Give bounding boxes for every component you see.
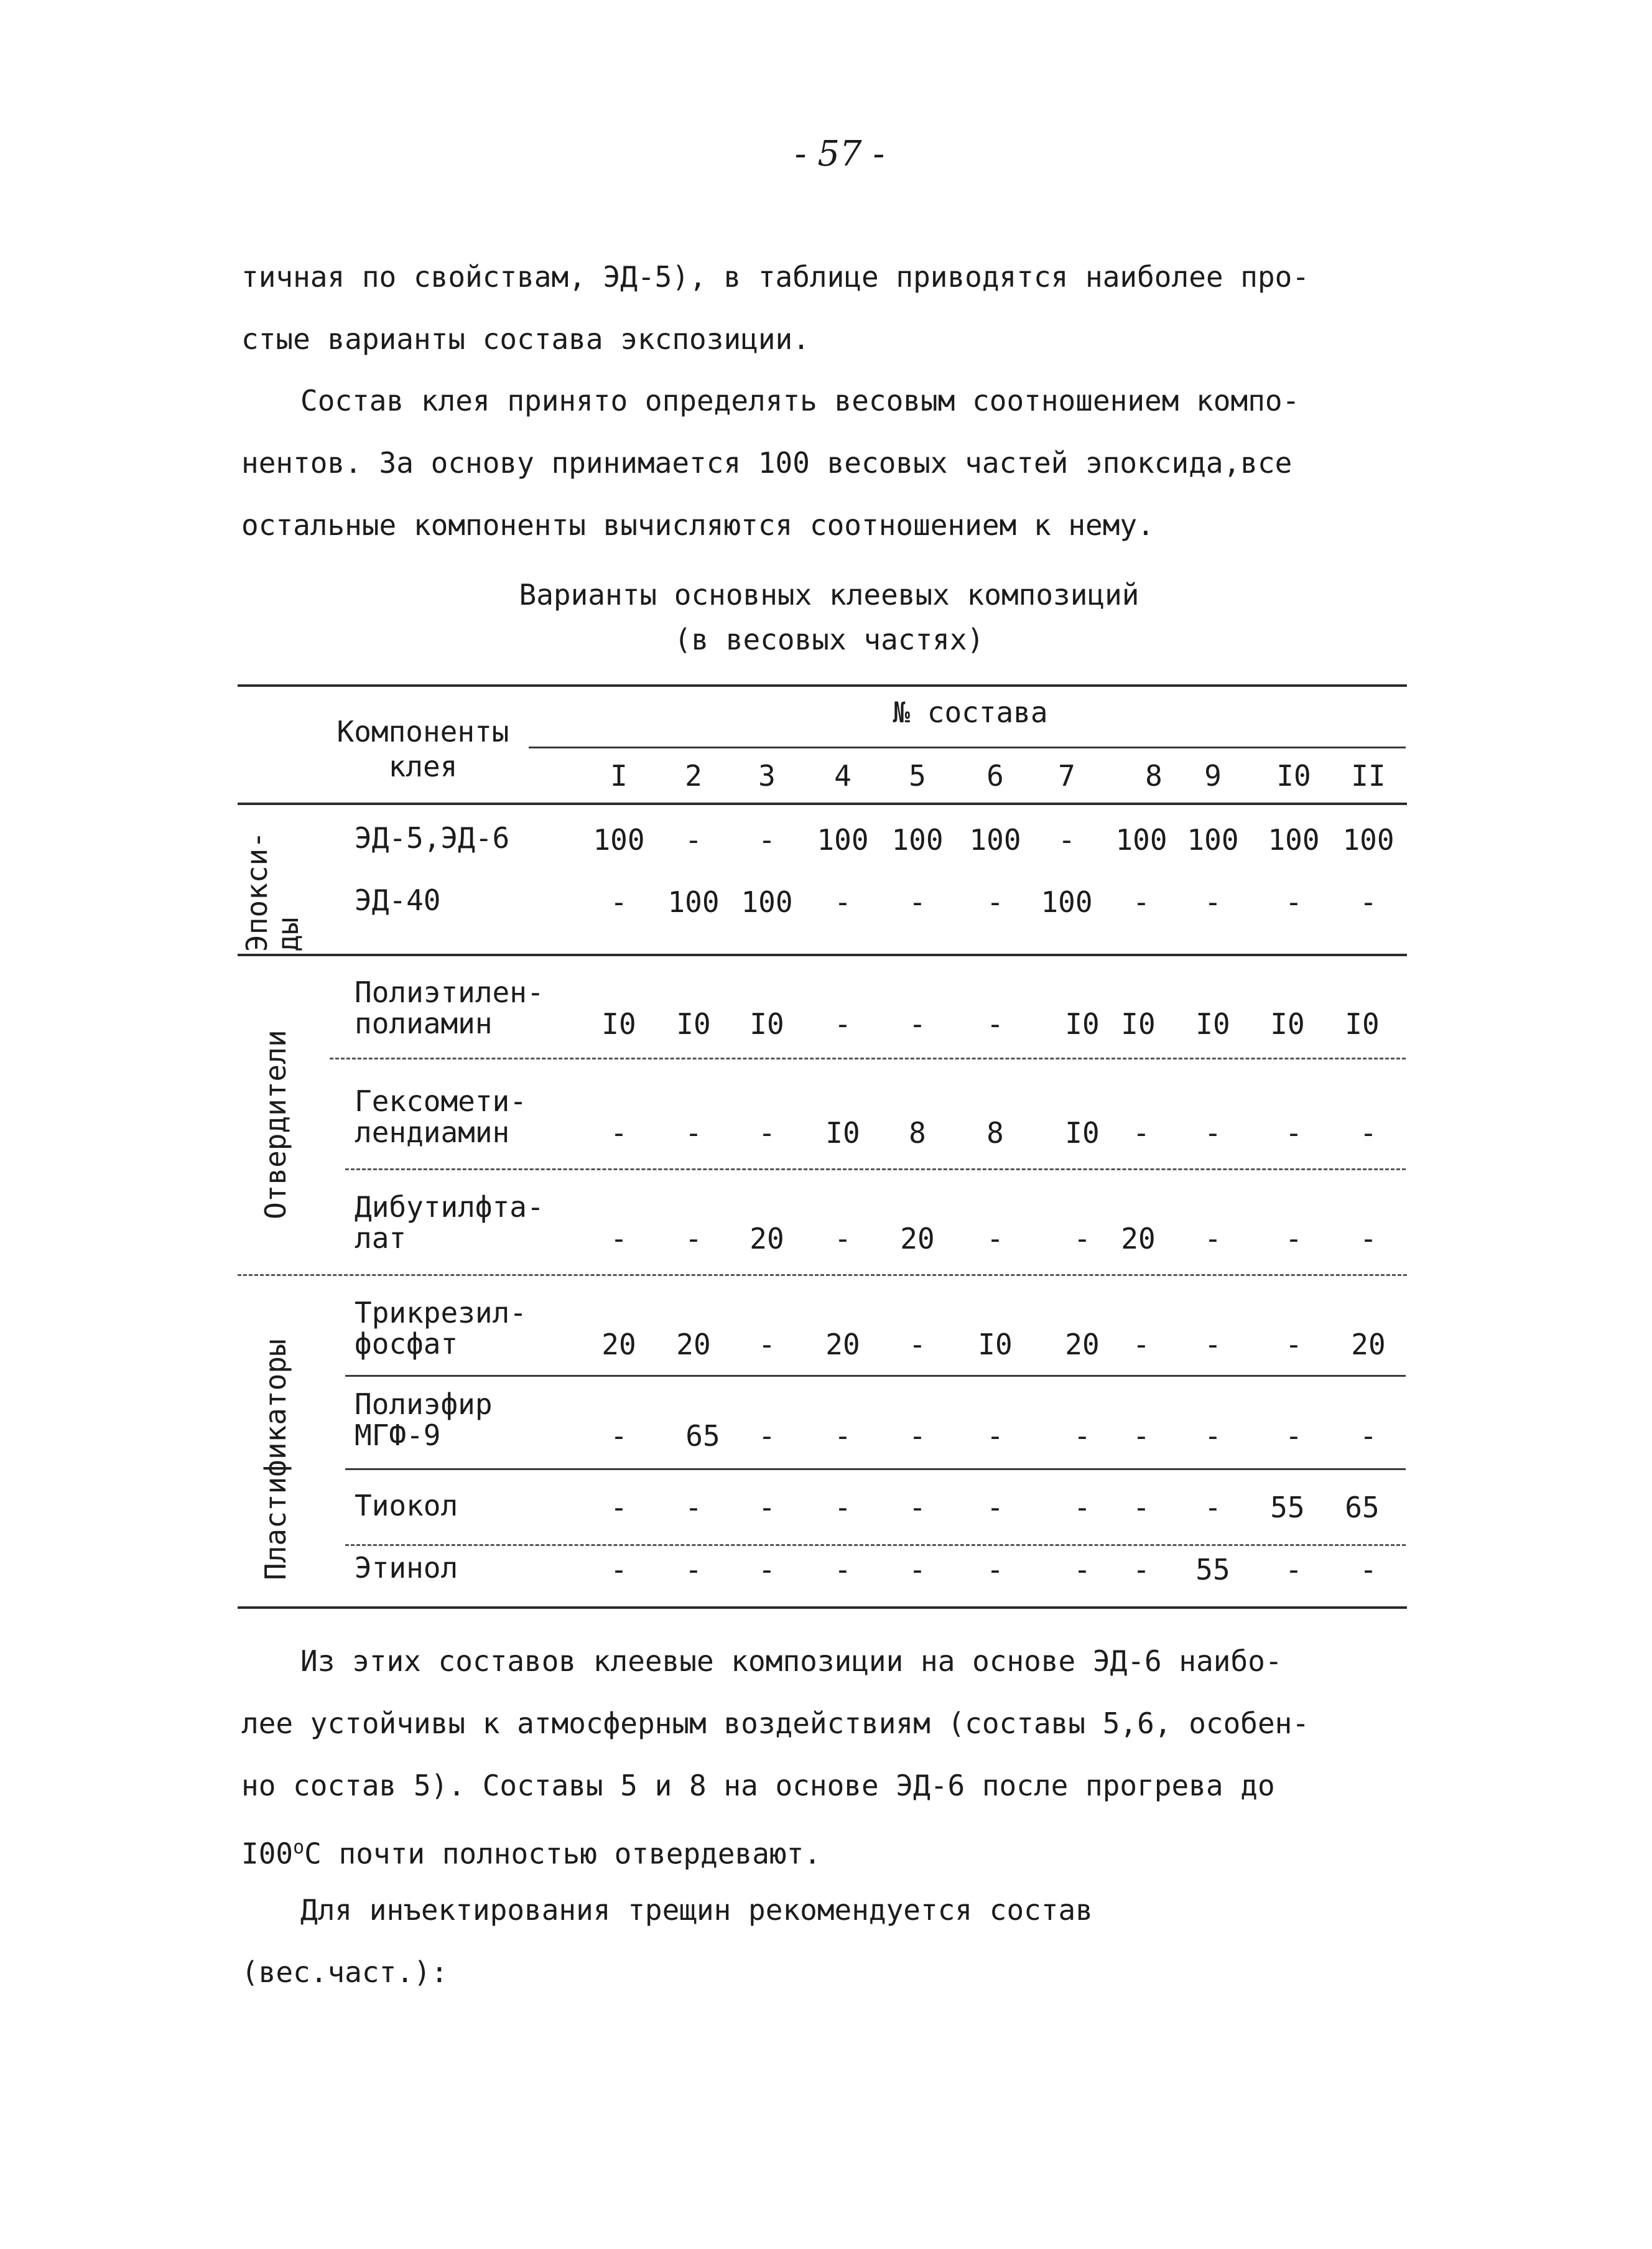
text-line: нентов. За основу принимается 100 весовых частей эпоксида,все bbox=[241, 446, 1292, 480]
row-label-line: Этинол bbox=[355, 1551, 458, 1585]
table-cell: - bbox=[1074, 1419, 1091, 1453]
table-cell: - bbox=[610, 1222, 628, 1255]
row-divider bbox=[345, 1375, 1406, 1377]
table-cell: - bbox=[1204, 1328, 1222, 1361]
table-cell: - bbox=[986, 1419, 1004, 1453]
table-cell: - bbox=[986, 1222, 1004, 1255]
table-cell: - bbox=[834, 1491, 852, 1524]
row-label bbox=[355, 1086, 616, 1148]
hardeners-bottom-rule bbox=[238, 1274, 1407, 1276]
column-header: 8 bbox=[1145, 759, 1162, 793]
table-cell: - bbox=[1133, 885, 1150, 919]
table-cell: I0 bbox=[1065, 1116, 1100, 1150]
table-cell: - bbox=[1204, 1491, 1222, 1524]
table-subtitle-line: (в весовых частях) bbox=[674, 623, 985, 656]
table-cell: - bbox=[610, 885, 628, 919]
paragraph-conclusion bbox=[241, 1630, 1436, 1879]
table-cell: 100 bbox=[1268, 823, 1320, 857]
row-label-line: полиамин bbox=[355, 1007, 493, 1040]
row-label-line: Полиэтилен- bbox=[355, 975, 544, 1009]
column-header: 4 bbox=[834, 759, 852, 793]
header-divider bbox=[529, 747, 1406, 748]
table-cell: - bbox=[610, 1419, 628, 1453]
table-cell: - bbox=[1360, 1116, 1377, 1150]
table-cell: - bbox=[610, 1491, 628, 1524]
table-cell: - bbox=[758, 1116, 776, 1150]
header-components bbox=[317, 714, 529, 784]
table-cell: 100 bbox=[969, 823, 1021, 857]
table-cell: - bbox=[1074, 1222, 1091, 1255]
degree-mark: о bbox=[293, 1837, 305, 1858]
table-cell: - bbox=[610, 1553, 628, 1586]
row-label bbox=[355, 1389, 616, 1451]
row-label bbox=[355, 1297, 616, 1359]
table-cell: I0 bbox=[676, 1007, 711, 1041]
table-cell: - bbox=[1285, 1553, 1302, 1586]
header-components-line: клея bbox=[388, 750, 458, 783]
table-cell: 100 bbox=[667, 885, 720, 919]
table-cell: - bbox=[986, 1553, 1004, 1586]
group-label-line: Эпокси- bbox=[240, 831, 274, 952]
table-cell: - bbox=[909, 1007, 926, 1041]
table-cell: 20 bbox=[601, 1328, 636, 1361]
table-cell: I0 bbox=[1065, 1007, 1100, 1041]
column-header: II bbox=[1351, 759, 1386, 793]
table-top-rule bbox=[238, 684, 1407, 687]
table-cell: I0 bbox=[1195, 1007, 1230, 1041]
table-cell: - bbox=[1204, 1419, 1222, 1453]
table-cell: I0 bbox=[601, 1007, 636, 1041]
row-label bbox=[355, 885, 616, 916]
row-label bbox=[355, 1490, 616, 1521]
table-cell: - bbox=[1204, 1222, 1222, 1255]
table-cell: - bbox=[1285, 1328, 1302, 1361]
group-label-line: ды bbox=[271, 917, 305, 952]
table-cell: - bbox=[685, 1553, 702, 1586]
column-header: 5 bbox=[909, 759, 926, 793]
row-label-line: лат bbox=[355, 1221, 407, 1255]
table-cell: - bbox=[758, 823, 776, 857]
table-cell: 65 bbox=[685, 1419, 720, 1453]
column-header: 9 bbox=[1204, 759, 1222, 793]
table-cell: - bbox=[1204, 885, 1222, 919]
table-cell: - bbox=[1360, 885, 1377, 919]
text-line: но состав 5). Составы 5 и 8 на основе ЭД-6 после прогрева до bbox=[241, 1769, 1275, 1802]
table-bottom-rule bbox=[238, 1606, 1407, 1609]
text-line: лее устойчивы к атмосферным воздействиям (составы 5,6, особен- bbox=[241, 1707, 1310, 1740]
table-cell: - bbox=[834, 1222, 852, 1255]
text-line: стые варианты состава экспозиции. bbox=[241, 322, 810, 356]
table-cell: 65 bbox=[1345, 1491, 1380, 1524]
column-header: 6 bbox=[986, 759, 1004, 793]
epoxides-bottom-rule bbox=[238, 954, 1407, 956]
table-cell: - bbox=[1074, 1491, 1091, 1524]
table-cell: - bbox=[1285, 1222, 1302, 1255]
table-cell: - bbox=[1285, 1419, 1302, 1453]
row-label-line: Трикрезил- bbox=[355, 1296, 527, 1329]
table-title bbox=[241, 572, 1417, 662]
text-line: Состав клея принято определять весовым соотношением компо- bbox=[300, 384, 1300, 417]
row-label-line: фосфат bbox=[355, 1327, 458, 1361]
table-cell: 20 bbox=[825, 1328, 860, 1361]
table-cell: - bbox=[758, 1419, 776, 1453]
table-cell: - bbox=[909, 885, 926, 919]
text-line: остальные компоненты вычисляются соотношением к нему. bbox=[241, 508, 1154, 542]
row-label-line: Тиокол bbox=[355, 1489, 458, 1522]
table-cell: - bbox=[1074, 1553, 1091, 1586]
row-label-line: лендиамин bbox=[355, 1115, 510, 1149]
row-label-line: Гексомети- bbox=[355, 1084, 527, 1118]
text-line: тичная по свойствам, ЭД-5), в таблице приводятся наиболее про- bbox=[241, 260, 1310, 294]
row-divider bbox=[330, 1058, 1406, 1059]
header-bottom-rule bbox=[238, 803, 1407, 805]
table-cell: 100 bbox=[741, 885, 793, 919]
table-cell: 100 bbox=[593, 823, 645, 857]
table-cell: - bbox=[909, 1553, 926, 1586]
table-cell: 100 bbox=[891, 823, 944, 857]
table-cell: - bbox=[1204, 1116, 1222, 1150]
table-cell: - bbox=[610, 1116, 628, 1150]
row-label-line: МГФ-9 bbox=[355, 1418, 441, 1452]
table-cell: - bbox=[1133, 1419, 1150, 1453]
table-cell: - bbox=[1058, 823, 1075, 857]
table-cell: I0 bbox=[1345, 1007, 1380, 1041]
table-cell: 20 bbox=[1065, 1328, 1100, 1361]
table-cell: - bbox=[758, 1328, 776, 1361]
table-cell: - bbox=[1133, 1491, 1150, 1524]
temperature-value: I00 bbox=[241, 1837, 294, 1871]
table-cell: 100 bbox=[1342, 823, 1394, 857]
row-label-line: ЭД-40 bbox=[355, 883, 441, 917]
paragraph-composition bbox=[241, 370, 1436, 556]
column-header: 3 bbox=[758, 759, 776, 793]
row-divider bbox=[345, 1168, 1406, 1170]
row-label bbox=[355, 822, 616, 854]
table-cell: - bbox=[909, 1328, 926, 1361]
table-cell: - bbox=[909, 1419, 926, 1453]
row-divider bbox=[345, 1468, 1406, 1470]
group-label-epoxides bbox=[241, 831, 304, 952]
text-line: (вес.част.): bbox=[241, 1955, 448, 1989]
table-cell: 100 bbox=[1187, 823, 1239, 857]
row-label bbox=[355, 977, 616, 1039]
table-cell: - bbox=[685, 1116, 702, 1150]
table-cell: - bbox=[1133, 1553, 1150, 1586]
table-cell: - bbox=[1133, 1328, 1150, 1361]
table-cell: - bbox=[758, 1491, 776, 1524]
table-cell: - bbox=[1133, 1116, 1150, 1150]
table-cell: - bbox=[685, 823, 702, 857]
row-label bbox=[355, 1191, 616, 1254]
table-cell: - bbox=[758, 1553, 776, 1586]
table-cell: - bbox=[685, 1491, 702, 1524]
row-label-line: Полиэфир bbox=[355, 1387, 493, 1421]
table-cell: 100 bbox=[1041, 885, 1093, 919]
header-components-line: Компоненты bbox=[336, 715, 509, 748]
text-line: Для инъектирования трещин рекомендуется состав bbox=[300, 1893, 1093, 1927]
row-label-line: Дибутилфта- bbox=[355, 1190, 544, 1224]
group-label-plasticizers: Пластификаторы bbox=[259, 1339, 292, 1580]
table-cell: 55 bbox=[1195, 1553, 1230, 1586]
table-cell: - bbox=[986, 1491, 1004, 1524]
table-cell: 55 bbox=[1270, 1491, 1305, 1524]
table-cell: I0 bbox=[1270, 1007, 1305, 1041]
table-cell: 20 bbox=[900, 1222, 935, 1255]
table-cell: - bbox=[909, 1491, 926, 1524]
column-header: 2 bbox=[685, 759, 702, 793]
table-cell: I0 bbox=[978, 1328, 1013, 1361]
group-label-hardeners: Отвердители bbox=[259, 1030, 292, 1219]
table-cell: - bbox=[685, 1222, 702, 1255]
page-number: - 57 - bbox=[794, 134, 885, 174]
table-cell: 8 bbox=[909, 1116, 926, 1150]
table-cell: 20 bbox=[676, 1328, 711, 1361]
table-cell: I0 bbox=[825, 1116, 860, 1150]
table-cell: - bbox=[834, 1007, 852, 1041]
table-cell: - bbox=[1360, 1222, 1377, 1255]
table-cell: 100 bbox=[1115, 823, 1167, 857]
table-cell: - bbox=[834, 885, 852, 919]
table-cell: I0 bbox=[749, 1007, 784, 1041]
row-label-line: ЭД-5,ЭД-6 bbox=[355, 821, 510, 855]
table-cell: - bbox=[834, 1419, 852, 1453]
table-cell: 20 bbox=[1121, 1222, 1156, 1255]
table-cell: 20 bbox=[749, 1222, 784, 1255]
column-header: I0 bbox=[1276, 759, 1311, 793]
text-line: Из этих составов клеевые композиции на основе ЭД-6 наибо- bbox=[300, 1644, 1283, 1678]
paragraph-injection bbox=[241, 1879, 1436, 2003]
header-composition-number: № состава bbox=[893, 696, 1048, 729]
table-cell: 8 bbox=[986, 1116, 1004, 1150]
text-fragment: С почти полностью отвердевают. bbox=[304, 1837, 821, 1871]
table-cell: - bbox=[1360, 1553, 1377, 1586]
table-cell: - bbox=[1285, 885, 1302, 919]
column-header: I bbox=[610, 759, 628, 793]
table-cell: 20 bbox=[1351, 1328, 1386, 1361]
table-title-line: Варианты основных клеевых композиций bbox=[519, 578, 1139, 612]
row-label bbox=[355, 1552, 616, 1583]
table-cell: - bbox=[986, 885, 1004, 919]
table-cell: - bbox=[986, 1007, 1004, 1041]
table-cell: 100 bbox=[817, 823, 869, 857]
table-cell: I0 bbox=[1121, 1007, 1156, 1041]
table-cell: - bbox=[1360, 1419, 1377, 1453]
row-divider bbox=[345, 1544, 1406, 1546]
paragraph-intro bbox=[241, 246, 1436, 370]
table-cell: - bbox=[1285, 1116, 1302, 1150]
table-cell: - bbox=[834, 1553, 852, 1586]
text-line-temperature bbox=[241, 1817, 1436, 1879]
column-header: 7 bbox=[1058, 759, 1075, 793]
